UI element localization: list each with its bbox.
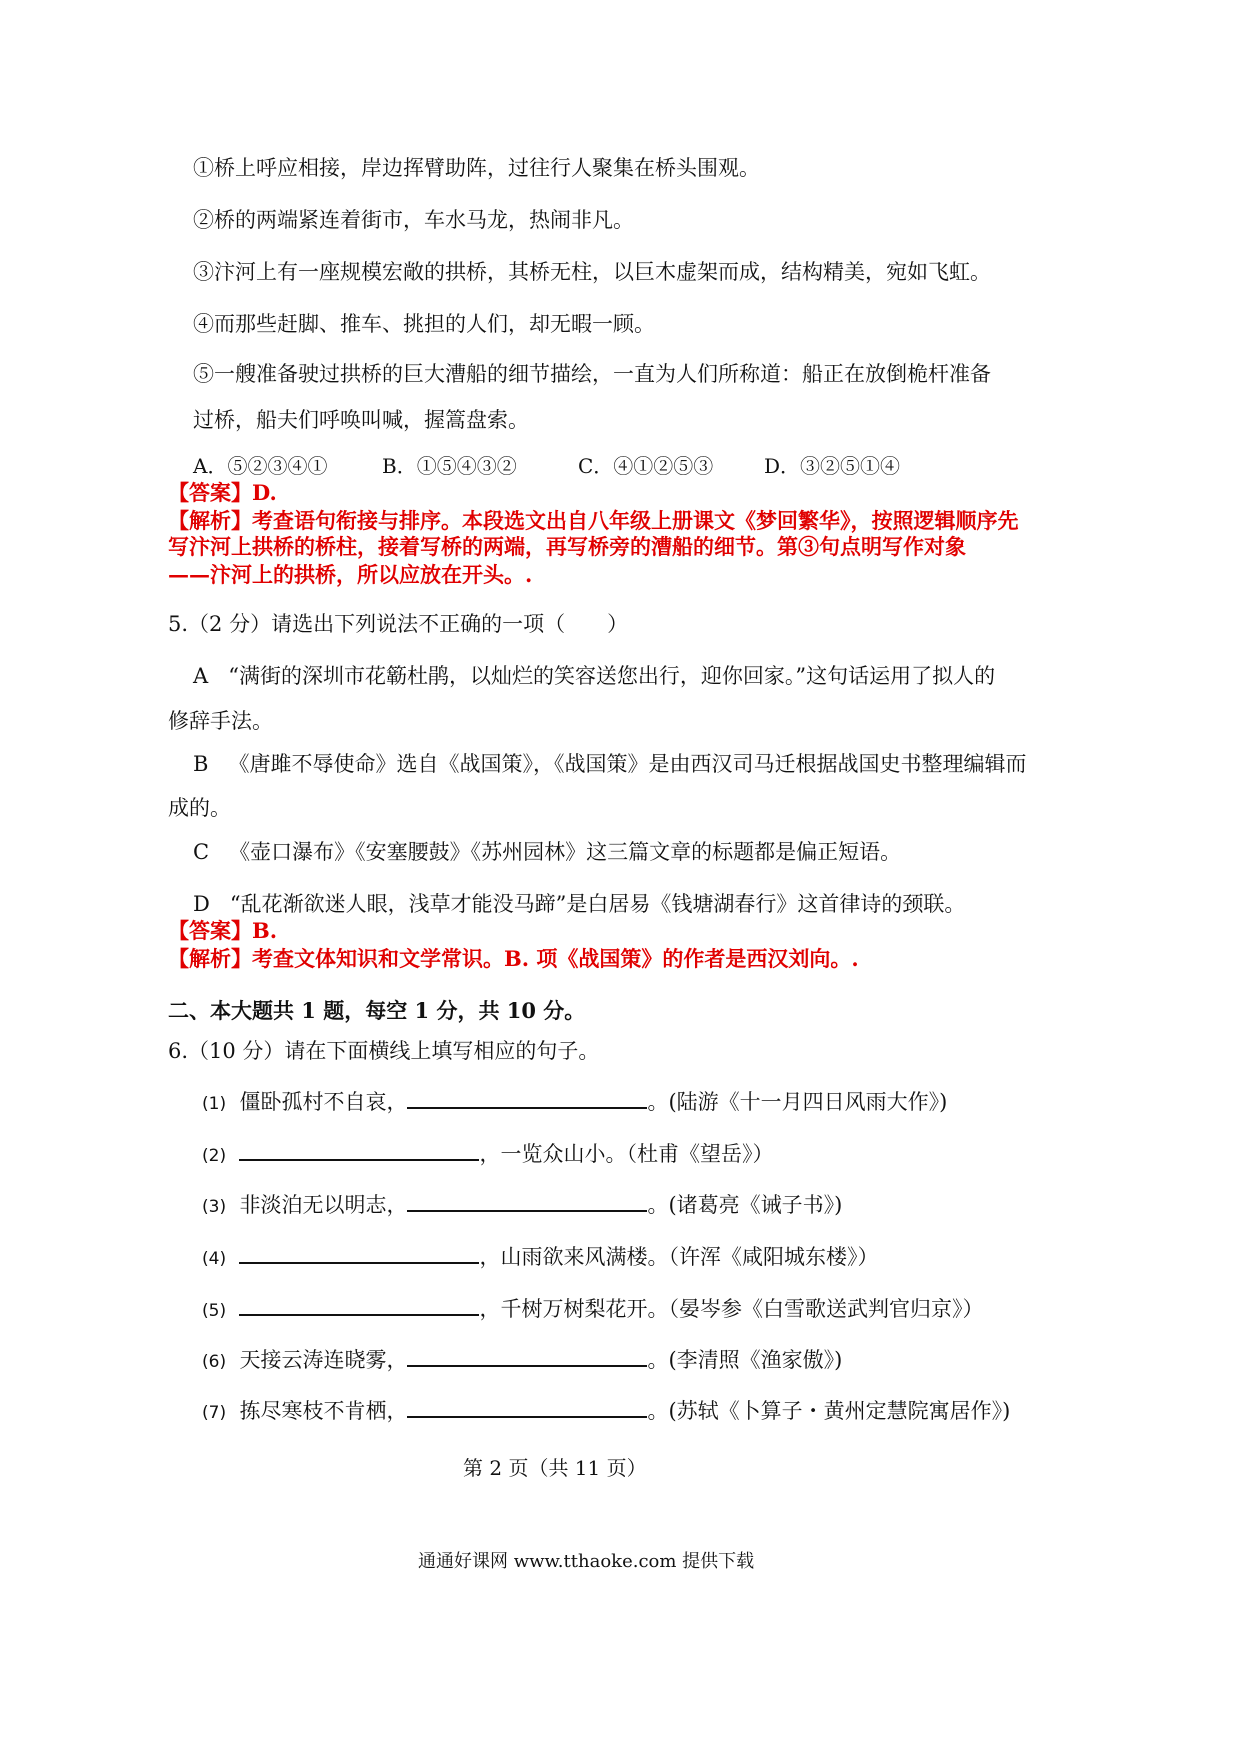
item-after: 。(诸葛亮《诫子书》) — [647, 1193, 843, 1217]
q5-option-text: 《壶口瀑布》《安塞腰鼓》《苏州园林》这三篇文章的标题都是偏正短语。 — [229, 840, 902, 864]
sentence-4: ④而那些赶脚、推车、挑担的人们，却无暇一顾。 — [193, 312, 655, 336]
q5-option-a-cont: 修辞手法。 — [168, 709, 273, 733]
source-credit: 通通好课网 www.tthaoke.com 提供下载 — [418, 1551, 755, 1572]
sentence-5: ⑤一艘准备驶过拱桥的巨大漕船的细节描绘，一直为人们所称道：船正在放倒桅杆准备 — [193, 362, 991, 386]
item-after: ，山雨欲来风满楼。（许浑《咸阳城东楼》） — [479, 1245, 879, 1269]
item-number: (4) — [202, 1249, 227, 1269]
analysis-q4-line3: ——汴河上的拱桥，所以应放在开头。. — [168, 562, 533, 587]
item-number: (6) — [202, 1352, 227, 1372]
analysis-q4-line1: 【解析】考查语句衔接与排序。本段选文出自八年级上册课文《梦回繁华》，按照逻辑顺序先 — [168, 508, 1019, 533]
option-c: C．④①②⑤③ — [578, 454, 714, 478]
q5-option-letter: A — [193, 664, 209, 688]
sentence-1: ①桥上呼应相接，岸边挥臂助阵，过往行人聚集在桥头围观。 — [193, 156, 760, 180]
item-after: ，一览众山小。（杜甫《望岳》） — [479, 1142, 774, 1166]
item-after: 。(陆游《十一月四日风雨大作》) — [647, 1090, 948, 1114]
fill-blank[interactable] — [407, 1188, 647, 1212]
q6-stem: 6.（10 分）请在下面横线上填写相应的句子。 — [168, 1039, 600, 1063]
analysis-q5: 【解析】考查文体知识和文学常识。B. 项《战国策》的作者是西汉刘向。. — [168, 946, 859, 971]
item-before: 天接云涛连晓雾， — [239, 1348, 408, 1372]
fill-blank[interactable] — [239, 1137, 479, 1161]
fill-blank[interactable] — [407, 1343, 647, 1367]
q6-item-2 — [202, 1137, 773, 1168]
item-number: (2) — [202, 1146, 227, 1166]
sentence-3: ③汴河上有一座规模宏敞的拱桥，其桥无柱，以巨木虚架而成，结构精美，宛如飞虹。 — [193, 260, 991, 284]
q5-stem: 5.（2 分）请选出下列说法不正确的一项（ ） — [168, 612, 629, 636]
fill-blank[interactable] — [239, 1292, 479, 1316]
sentence-5-cont: 过桥，船夫们呼唤叫喊，握篙盘索。 — [193, 408, 529, 432]
q6-item-5 — [202, 1292, 983, 1323]
q5-option-a — [193, 660, 995, 690]
option-d: D．③②⑤①④ — [764, 454, 901, 478]
q6-item-6 — [202, 1343, 842, 1374]
q6-item-7 — [202, 1394, 1010, 1425]
answer-q4: 【答案】D. — [168, 480, 277, 505]
item-after: 。(苏轼《卜算子・黄州定慧院寓居作》) — [647, 1399, 1011, 1423]
item-before: 非淡泊无以明志， — [239, 1193, 408, 1217]
item-before: 拣尽寒枝不肯栖， — [239, 1399, 408, 1423]
section-2-heading: 二、本大题共 1 题，每空 1 分，共 10 分。 — [168, 998, 586, 1023]
item-before: 僵卧孤村不自哀， — [239, 1090, 408, 1114]
item-after: ，千树万树梨花开。（晏岑参《白雪歌送武判官归京》） — [479, 1297, 984, 1321]
q6-item-3 — [202, 1188, 842, 1219]
item-number: (5) — [202, 1301, 227, 1321]
q5-option-d — [193, 888, 965, 918]
item-number: (7) — [202, 1403, 227, 1423]
fill-blank[interactable] — [407, 1085, 647, 1109]
fill-blank[interactable] — [407, 1394, 647, 1418]
q5-option-b-cont: 成的。 — [168, 796, 231, 820]
q5-option-text: 《唐雎不辱使命》选自《战国策》，《战国策》是由西汉司马迁根据战国史书整理编辑而 — [228, 752, 1027, 776]
option-b: B．①⑤④③② — [382, 454, 517, 478]
q5-option-c — [193, 836, 901, 866]
item-number: (1) — [202, 1094, 227, 1114]
q5-option-letter: D — [193, 892, 210, 916]
q5-option-letter: C — [193, 840, 210, 864]
answer-q5: 【答案】B. — [168, 918, 278, 943]
fill-blank[interactable] — [239, 1240, 479, 1264]
q6-item-1 — [202, 1085, 947, 1116]
item-after: 。(李清照《渔家傲》) — [647, 1348, 843, 1372]
q5-option-letter: B — [193, 752, 209, 776]
q5-option-text: “乱花渐欲迷人眼，浅草才能没马蹄”是白居易《钱塘湖春行》这首律诗的颈联。 — [229, 892, 966, 916]
option-a: A．⑤②③④① — [193, 454, 328, 478]
q5-option-b — [193, 748, 1026, 778]
item-number: (3) — [202, 1197, 227, 1217]
page-number: 第 2 页（共 11 页） — [463, 1456, 647, 1480]
q5-option-text: “满街的深圳市花簕杜鹃，以灿烂的笑容送您出行，迎你回家。”这句话运用了拟人的 — [228, 664, 996, 688]
sentence-2: ②桥的两端紧连着街市，车水马龙，热闹非凡。 — [193, 208, 634, 232]
q6-item-4 — [202, 1240, 878, 1271]
analysis-q4-line2: 写汴河上拱桥的桥柱，接着写桥的两端，再写桥旁的漕船的细节。第③句点明写作对象 — [168, 534, 966, 559]
